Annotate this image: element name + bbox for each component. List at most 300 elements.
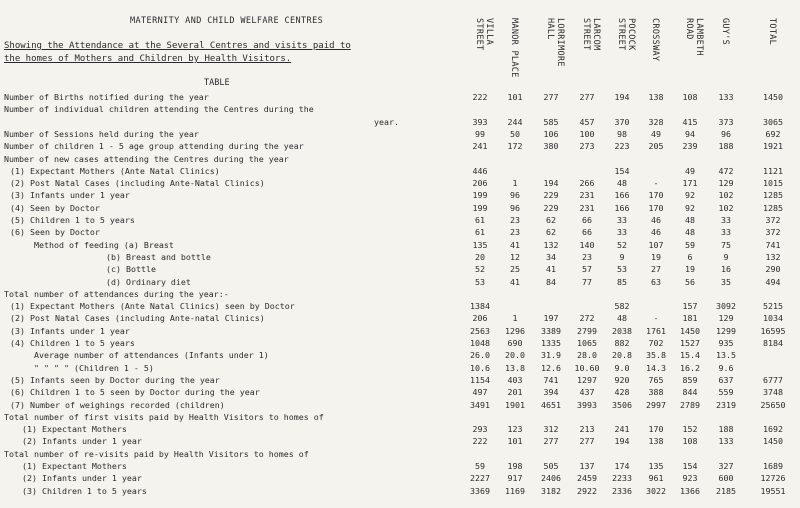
- table-cell: 2227: [470, 473, 490, 484]
- table-row: [0, 485, 800, 497]
- table-row: [0, 374, 800, 386]
- column-header: LAMBETH ROAD: [684, 18, 704, 56]
- row-label: (4) Children 1 to 5 years: [10, 338, 135, 348]
- table-cell: 585: [543, 116, 559, 127]
- table-cell: 1527: [680, 338, 700, 348]
- table-cell: 2789: [680, 399, 700, 410]
- row-label: (1) Expectant Mothers: [22, 424, 127, 435]
- table-cell: 108: [682, 436, 698, 447]
- table-cell: 19: [685, 264, 695, 275]
- table-cell: 403: [507, 374, 523, 385]
- table-row: [0, 312, 800, 324]
- table-cell: 327: [718, 461, 734, 471]
- table-cell: -: [653, 178, 659, 189]
- table-cell: 3022: [646, 485, 666, 496]
- row-label: (2) Post Natal Cases (including Ante-natal Clinics): [10, 313, 265, 324]
- table-cell: 46: [651, 215, 661, 225]
- table-cell: 35: [721, 276, 731, 287]
- row-label: (6) Children 1 to 5 seen by Doctor during the year: [10, 387, 260, 398]
- column-header: TOTAL: [767, 18, 777, 46]
- table-cell: 172: [507, 141, 523, 152]
- table-cell: 741: [543, 374, 559, 385]
- table-cell: 222: [472, 92, 488, 102]
- table-cell: 923: [682, 473, 698, 484]
- table-cell: 2997: [646, 399, 666, 410]
- table-cell: 1299: [716, 325, 736, 336]
- table-cell: 2406: [541, 473, 561, 484]
- table-cell: 166: [614, 190, 630, 201]
- table-cell: 106: [543, 128, 559, 139]
- table-cell: 16595: [760, 325, 786, 336]
- table-cell: 2319: [716, 399, 736, 410]
- table-cell: 328: [648, 116, 664, 127]
- table-cell: 15.4: [680, 350, 700, 361]
- table-cell: 1065: [577, 338, 597, 348]
- table-label: TABLE: [204, 78, 230, 88]
- table-row: [0, 140, 800, 152]
- table-cell: 1048: [470, 338, 490, 348]
- table-cell: 1154: [470, 374, 490, 385]
- column-header: VILLA STREET: [474, 18, 494, 51]
- table-cell: 844: [682, 387, 698, 398]
- table-cell: 370: [614, 116, 630, 127]
- table-cell: 277: [579, 436, 595, 447]
- table-cell: 1335: [541, 338, 561, 348]
- table-cell: 494: [765, 276, 781, 287]
- table-cell: 497: [472, 387, 488, 398]
- table-row: [0, 325, 800, 337]
- table-cell: 53: [617, 264, 627, 275]
- table-cell: 1285: [763, 190, 783, 201]
- table-cell: 170: [648, 424, 664, 435]
- table-cell: 23: [510, 227, 520, 238]
- table-cell: 199: [472, 202, 488, 213]
- table-cell: 241: [614, 424, 630, 435]
- table-cell: 917: [507, 473, 523, 484]
- table-cell: 241: [472, 141, 488, 152]
- table-cell: 3182: [541, 485, 561, 496]
- table-cell: 102: [718, 202, 734, 213]
- table-cell: 171: [682, 178, 698, 189]
- table-cell: 62: [546, 227, 556, 238]
- table-cell: 9.0: [614, 362, 630, 373]
- table-cell: 702: [648, 338, 664, 348]
- table-cell: 61: [475, 227, 485, 238]
- table-cell: 94: [685, 128, 695, 139]
- row-label: Total number of attendances during the year:-: [4, 288, 229, 299]
- row-label: (c) Bottle: [106, 264, 156, 275]
- row-label: Average number of attendances (Infants under 1): [34, 350, 269, 361]
- table-cell: 92: [685, 202, 695, 213]
- table-cell: 935: [718, 338, 734, 348]
- row-label: (5) Children 1 to 5 years: [10, 215, 135, 225]
- table-cell: 2185: [716, 485, 736, 496]
- table-cell: 293: [472, 424, 488, 435]
- table-cell: 1: [512, 178, 518, 189]
- table-row: [0, 214, 800, 226]
- table-cell: 59: [475, 461, 485, 471]
- table-cell: 2336: [612, 485, 632, 496]
- table-cell: 14.3: [646, 362, 666, 373]
- table-cell: 198: [507, 461, 523, 471]
- table-cell: 244: [507, 116, 523, 127]
- table-cell: 9.6: [718, 362, 734, 373]
- row-label: (d) Ordinary diet: [106, 276, 191, 287]
- table-row: [0, 177, 800, 189]
- table-row: [0, 189, 800, 201]
- table-cell: 373: [718, 116, 734, 127]
- table-cell: 3092: [716, 301, 736, 312]
- column-header: CROSSWAY: [650, 18, 660, 62]
- row-label: (7) Number of weighings recorded (children): [10, 399, 225, 410]
- table-row: [0, 153, 800, 165]
- table-cell: 457: [579, 116, 595, 127]
- table-row: [0, 435, 800, 447]
- table-cell: 98: [617, 128, 627, 139]
- table-cell: 61: [475, 215, 485, 225]
- table-cell: 3748: [763, 387, 783, 398]
- row-label: (b) Breast and bottle: [106, 251, 211, 262]
- table-cell: 2563: [470, 325, 490, 336]
- table-cell: 84: [546, 276, 556, 287]
- table-cell: 231: [579, 190, 595, 201]
- table-cell: -: [653, 313, 659, 324]
- table-cell: 133: [718, 92, 734, 102]
- row-label: (6) Seen by Doctor: [10, 227, 100, 238]
- table-cell: 48: [685, 215, 695, 225]
- table-cell: 62: [546, 215, 556, 225]
- table-row: [0, 165, 800, 177]
- table-row: [0, 91, 800, 103]
- column-header: MANOR PLACE: [509, 18, 519, 78]
- table-cell: 1761: [646, 325, 666, 336]
- table-cell: 859: [682, 374, 698, 385]
- column-header: LORRIMORE HALL: [545, 18, 565, 67]
- table-cell: 96: [510, 202, 520, 213]
- table-cell: 12.6: [541, 362, 561, 373]
- table-cell: 20.8: [612, 350, 632, 361]
- subtitle-line-1: Showing the Attendance at the Several Centres and visits paid to: [4, 41, 351, 51]
- table-cell: 2922: [577, 485, 597, 496]
- table-cell: 1450: [763, 436, 783, 447]
- table-cell: 690: [507, 338, 523, 348]
- table-cell: 107: [648, 239, 664, 250]
- table-cell: 6: [687, 251, 693, 262]
- table-cell: 49: [651, 128, 661, 139]
- document-title: MATERNITY AND CHILD WELFARE CENTRES: [130, 16, 324, 26]
- table-cell: 372: [765, 215, 781, 225]
- table-cell: 48: [617, 178, 627, 189]
- table-cell: 1450: [680, 325, 700, 336]
- column-header: LARCOM STREET: [581, 18, 601, 51]
- table-cell: 961: [648, 473, 664, 484]
- row-label: Number of Sessions held during the year: [4, 128, 199, 139]
- table-cell: 446: [472, 165, 488, 176]
- table-cell: 194: [543, 178, 559, 189]
- table-cell: 1692: [763, 424, 783, 435]
- table-cell: 415: [682, 116, 698, 127]
- table-cell: 132: [765, 251, 781, 262]
- table-cell: 6777: [763, 374, 783, 385]
- table-cell: 19: [651, 251, 661, 262]
- table-cell: 35.8: [646, 350, 666, 361]
- table-cell: 133: [718, 436, 734, 447]
- table-row: [0, 411, 800, 423]
- table-cell: 20.0: [505, 350, 525, 361]
- table-cell: 49: [685, 165, 695, 176]
- table-cell: 132: [543, 239, 559, 250]
- table-row: [0, 103, 800, 115]
- table-cell: 102: [718, 190, 734, 201]
- table-cell: 692: [765, 128, 781, 139]
- table-cell: 3993: [577, 399, 597, 410]
- table-cell: 3065: [763, 116, 783, 127]
- table-row: [0, 263, 800, 275]
- table-cell: 108: [682, 92, 698, 102]
- table-cell: 1285: [763, 202, 783, 213]
- table-cell: 266: [579, 178, 595, 189]
- table-cell: 138: [648, 92, 664, 102]
- table-cell: 75: [721, 239, 731, 250]
- table-cell: 1366: [680, 485, 700, 496]
- table-cell: 2233: [612, 473, 632, 484]
- table-cell: 5215: [763, 301, 783, 312]
- table-cell: 28.0: [577, 350, 597, 361]
- table-cell: 41: [546, 264, 556, 275]
- table-cell: 222: [472, 436, 488, 447]
- table-cell: 170: [648, 190, 664, 201]
- table-cell: 48: [685, 227, 695, 238]
- table-cell: 101: [507, 436, 523, 447]
- table-cell: 582: [614, 301, 630, 312]
- table-cell: 312: [543, 424, 559, 435]
- table-cell: 13.8: [505, 362, 525, 373]
- subtitle-line-2: the homes of Mothers and Children by Health Visitors.: [4, 54, 292, 64]
- table-cell: 66: [582, 215, 592, 225]
- table-cell: 199: [472, 190, 488, 201]
- table-row: [0, 288, 800, 300]
- table-cell: 1296: [505, 325, 525, 336]
- table-cell: 59: [685, 239, 695, 250]
- table-cell: 33: [721, 227, 731, 238]
- table-cell: 152: [682, 424, 698, 435]
- table-cell: 388: [648, 387, 664, 398]
- table-cell: 1921: [763, 141, 783, 152]
- table-cell: 223: [614, 141, 630, 152]
- table-cell: 154: [614, 165, 630, 176]
- table-cell: 437: [579, 387, 595, 398]
- table-cell: 197: [543, 313, 559, 324]
- table-cell: 229: [543, 190, 559, 201]
- table-cell: 31.9: [541, 350, 561, 361]
- row-label: Number of individual children attending the Centres during the: [4, 104, 314, 115]
- table-row: [0, 239, 800, 251]
- table-cell: 920: [614, 374, 630, 385]
- table-row: [0, 128, 800, 140]
- table-cell: 135: [648, 461, 664, 471]
- table-cell: 77: [582, 276, 592, 287]
- table-cell: 53: [475, 276, 485, 287]
- table-row: [0, 362, 800, 374]
- table-cell: 41: [510, 276, 520, 287]
- table-cell: 600: [718, 473, 734, 484]
- table-row: [0, 349, 800, 361]
- table-cell: 123: [507, 424, 523, 435]
- table-cell: 229: [543, 202, 559, 213]
- table-cell: 1: [512, 313, 518, 324]
- table-cell: 213: [579, 424, 595, 435]
- table-cell: 3369: [470, 485, 490, 496]
- table-cell: 188: [718, 141, 734, 152]
- table-cell: 239: [682, 141, 698, 152]
- table-row: [0, 300, 800, 312]
- table-cell: 1015: [763, 178, 783, 189]
- column-headers: [0, 18, 800, 78]
- table-cell: 57: [582, 264, 592, 275]
- table-cell: 372: [765, 227, 781, 238]
- table-cell: 99: [475, 128, 485, 139]
- table-row: [0, 423, 800, 435]
- table-cell: 1689: [763, 461, 783, 471]
- table-cell: 290: [765, 264, 781, 275]
- table-cell: 394: [543, 387, 559, 398]
- table-cell: 8184: [763, 338, 783, 348]
- table-cell: 1901: [505, 399, 525, 410]
- table-cell: 174: [614, 461, 630, 471]
- table-cell: 277: [579, 92, 595, 102]
- table-cell: 154: [682, 461, 698, 471]
- table-cell: 1121: [763, 165, 783, 176]
- row-label: year.: [374, 116, 399, 127]
- table-cell: 3389: [541, 325, 561, 336]
- table-cell: 194: [614, 436, 630, 447]
- table-cell: 138: [648, 436, 664, 447]
- table-cell: 92: [685, 190, 695, 201]
- table-cell: 50: [510, 128, 520, 139]
- table-cell: 25: [510, 264, 520, 275]
- row-label: (1) Expectant Mothers: [22, 461, 127, 471]
- table-cell: 205: [648, 141, 664, 152]
- row-label: (2) Infants under 1 year: [22, 436, 142, 447]
- table-cell: 137: [579, 461, 595, 471]
- table-cell: 505: [543, 461, 559, 471]
- table-cell: 48: [617, 313, 627, 324]
- row-label: (5) Infants seen by Doctor during the year: [10, 374, 220, 385]
- table-cell: 12: [510, 251, 520, 262]
- table-cell: 85: [617, 276, 627, 287]
- table-cell: 194: [614, 92, 630, 102]
- table-cell: 10.60: [574, 362, 600, 373]
- table-cell: 16: [721, 264, 731, 275]
- row-label: (2) Post Natal Cases (including Ante-Natal Clinics): [10, 178, 265, 189]
- table-row: [0, 337, 800, 349]
- table-cell: 9: [619, 251, 625, 262]
- table-cell: 559: [718, 387, 734, 398]
- table-cell: 23: [510, 215, 520, 225]
- table-cell: 34: [546, 251, 556, 262]
- row-label: (3) Infants under 1 year: [10, 190, 130, 201]
- table-cell: 157: [682, 301, 698, 312]
- table-cell: 20: [475, 251, 485, 262]
- table-cell: 9: [723, 251, 729, 262]
- table-row: [0, 226, 800, 238]
- table-cell: 166: [614, 202, 630, 213]
- table-cell: 637: [718, 374, 734, 385]
- table-cell: 231: [579, 202, 595, 213]
- table-cell: 170: [648, 202, 664, 213]
- table-cell: 135: [472, 239, 488, 250]
- table-cell: 3491: [470, 399, 490, 410]
- table-cell: 96: [510, 190, 520, 201]
- table-row: [0, 202, 800, 214]
- table-cell: 393: [472, 116, 488, 127]
- table-cell: 63: [651, 276, 661, 287]
- table-cell: 52: [617, 239, 627, 250]
- row-label: (1) Expectant Mothers (Ante Natal Clinics) seen by Doctor: [10, 301, 295, 312]
- table-cell: 188: [718, 424, 734, 435]
- table-row: [0, 448, 800, 460]
- table-cell: 33: [617, 215, 627, 225]
- table-cell: 201: [507, 387, 523, 398]
- table-cell: 472: [718, 165, 734, 176]
- table-cell: 23: [582, 251, 592, 262]
- table-cell: 206: [472, 178, 488, 189]
- table-cell: 52: [475, 264, 485, 275]
- table-row: [0, 386, 800, 398]
- table-cell: 4651: [541, 399, 561, 410]
- table-cell: 3506: [612, 399, 632, 410]
- row-label: Number of children 1 - 5 age group attending during the year: [4, 141, 304, 152]
- table-row: [0, 116, 800, 128]
- table-cell: 181: [682, 313, 698, 324]
- table-cell: 13.5: [716, 350, 736, 361]
- table-cell: 2459: [577, 473, 597, 484]
- table-row: [0, 460, 800, 472]
- table-cell: 96: [721, 128, 731, 139]
- table-row: [0, 399, 800, 411]
- table-cell: 380: [543, 141, 559, 152]
- row-label: (4) Seen by Doctor: [10, 202, 100, 213]
- column-header: POCOCK STREET: [616, 18, 636, 51]
- table-cell: 33: [721, 215, 731, 225]
- table-cell: 33: [617, 227, 627, 238]
- table-cell: 273: [579, 141, 595, 152]
- table-cell: 46: [651, 227, 661, 238]
- row-label: Number of new cases attending the Centres during the year: [4, 153, 289, 164]
- table-cell: 1169: [505, 485, 525, 496]
- row-label: (3) Infants under 1 year: [10, 325, 130, 336]
- table-cell: 12726: [760, 473, 786, 484]
- table-cell: 741: [765, 239, 781, 250]
- table-cell: 101: [507, 92, 523, 102]
- table-cell: 2038: [612, 325, 632, 336]
- row-label: " " " " (Children 1 - 5): [34, 362, 154, 373]
- table-cell: 1450: [763, 92, 783, 102]
- table-cell: 2799: [577, 325, 597, 336]
- table-cell: 140: [579, 239, 595, 250]
- table-cell: 765: [648, 374, 664, 385]
- table-row: [0, 472, 800, 484]
- row-label: Total number of re-visits paid by Health Visitors to homes of: [4, 448, 309, 459]
- table-row: [0, 251, 800, 263]
- table-cell: 272: [579, 313, 595, 324]
- column-header: GUY'S: [720, 18, 730, 46]
- table-cell: 206: [472, 313, 488, 324]
- row-label: Method of feeding (a) Breast: [34, 239, 174, 250]
- row-label: (1) Expectant Mothers (Ante Natal Clinics): [10, 165, 220, 176]
- table-cell: 1384: [470, 301, 490, 312]
- table-cell: 27: [651, 264, 661, 275]
